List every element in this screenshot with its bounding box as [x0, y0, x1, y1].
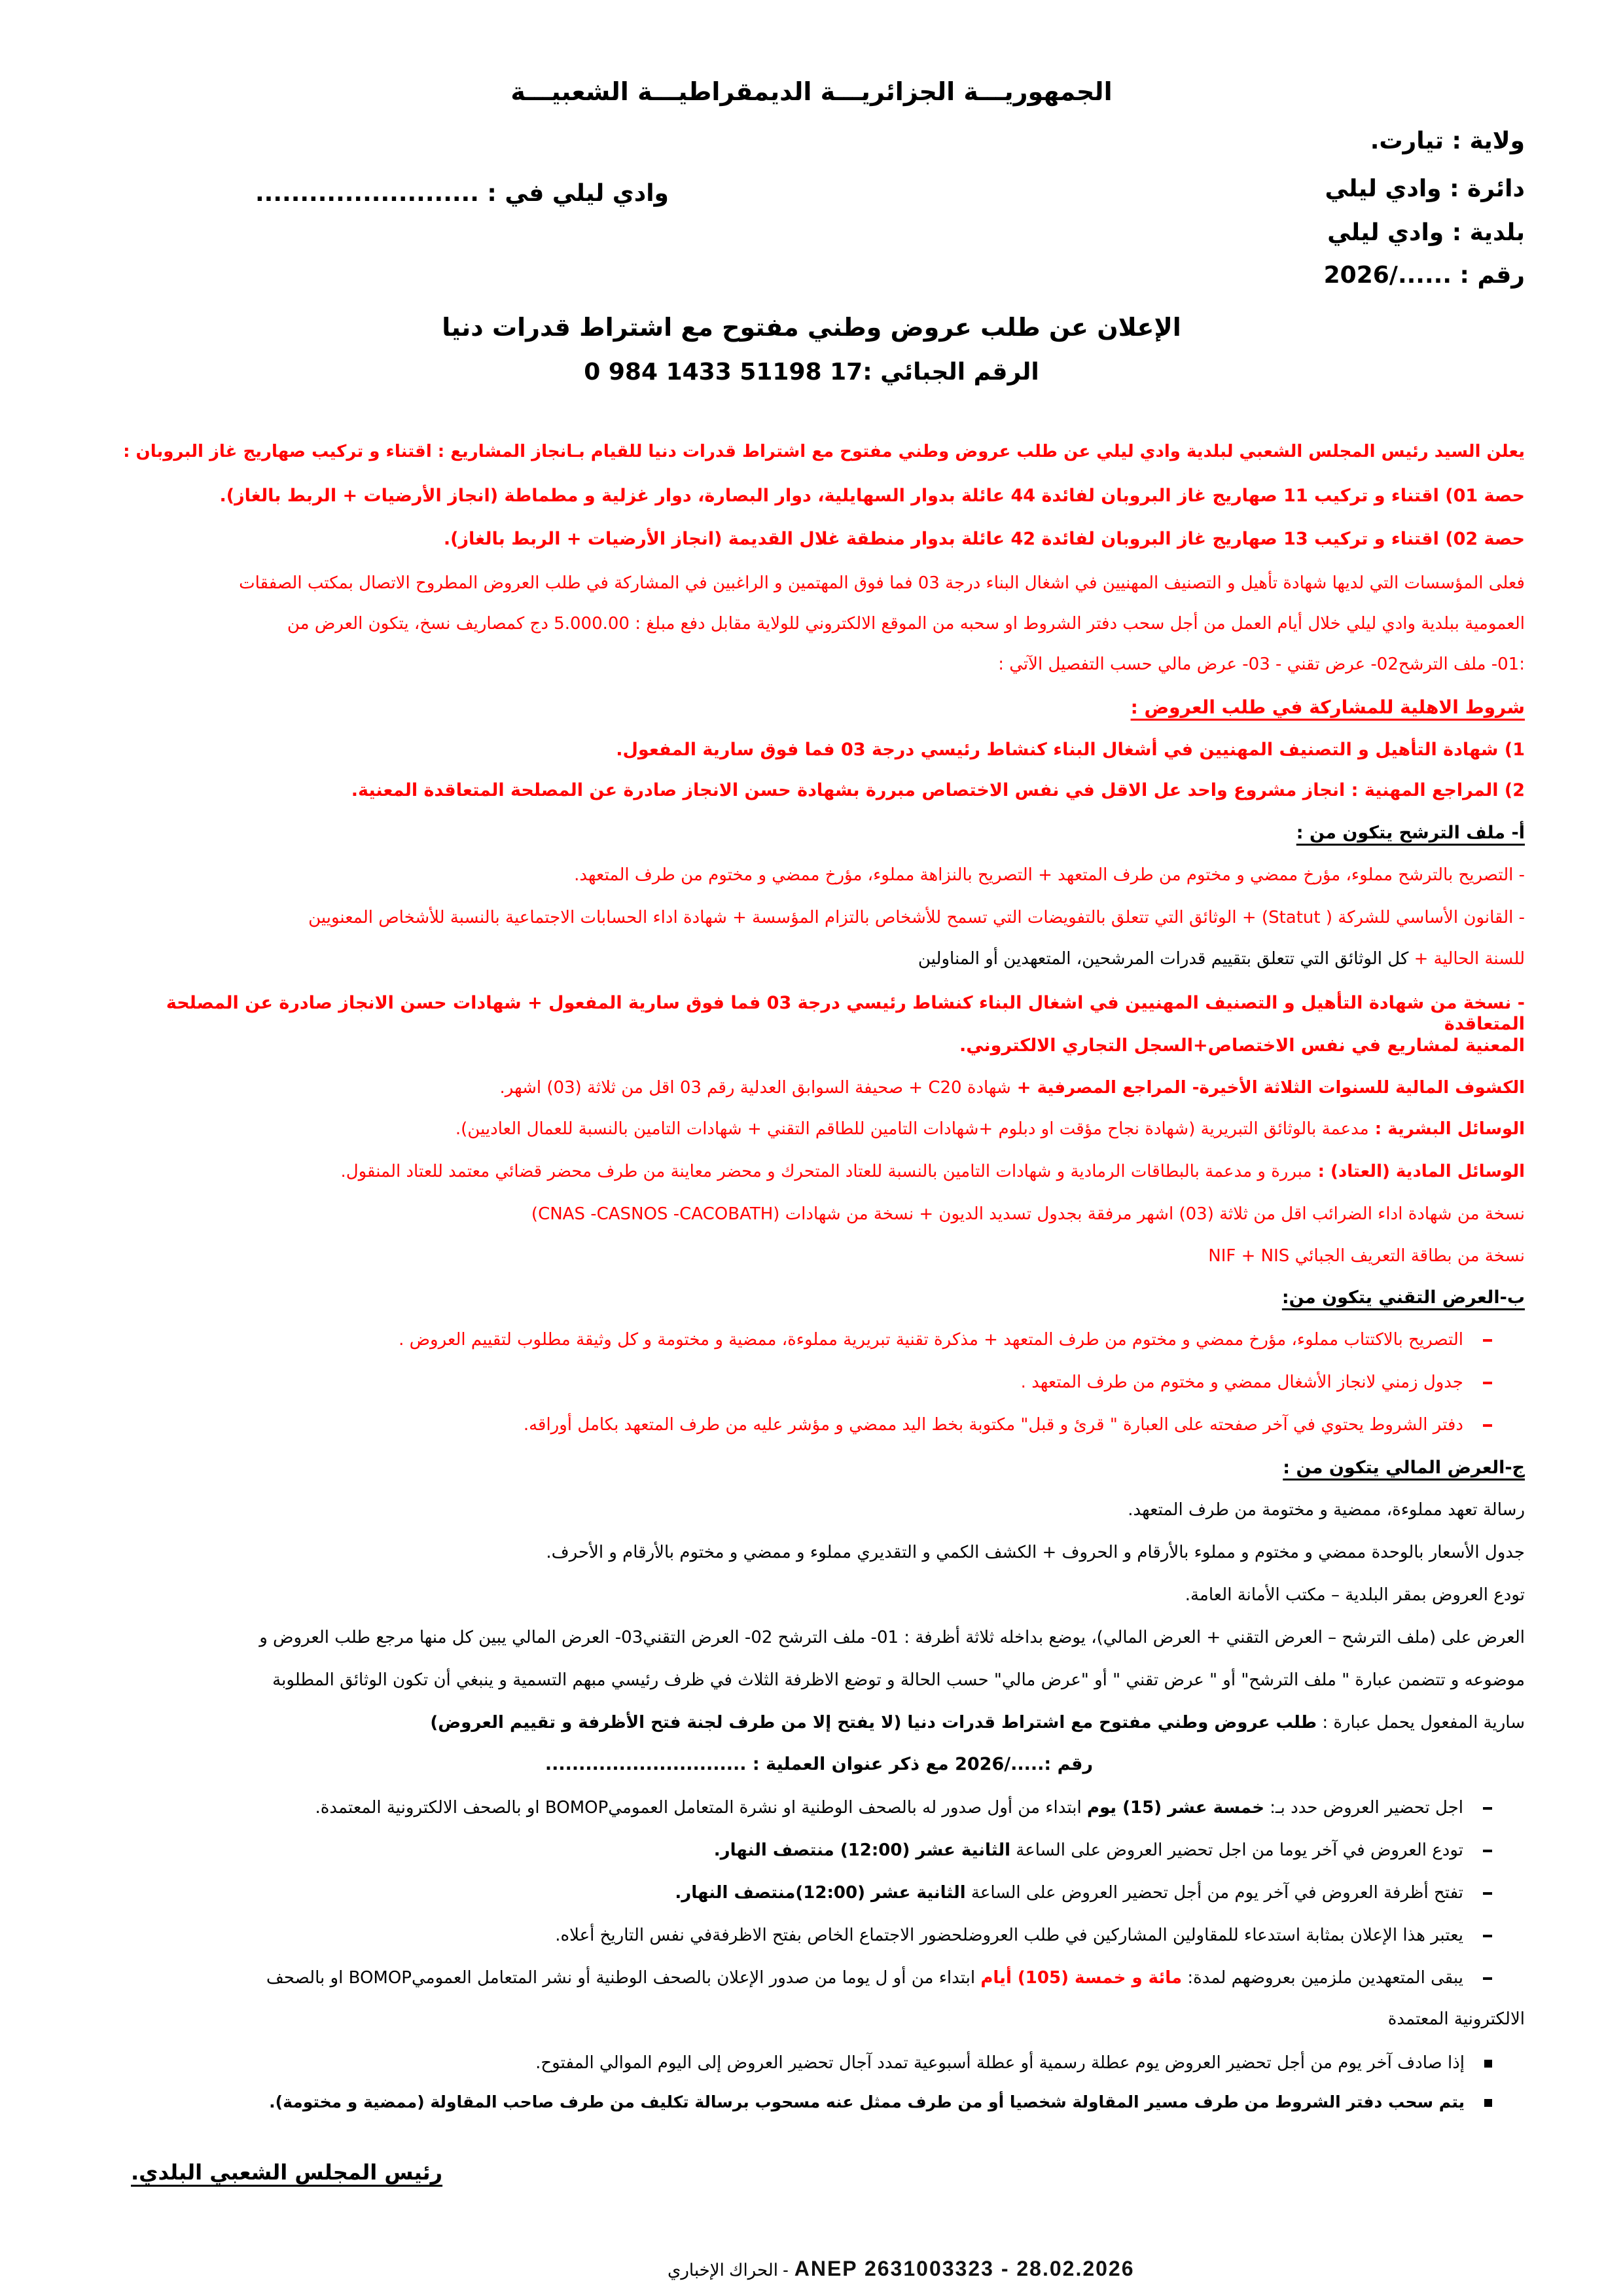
fiscal-id-line: نسخة من بطاقة التعريف الجبائي NIF + NIS — [1208, 1246, 1525, 1266]
candidacy-line-6-bold: الكشوف المالية للسنوات الثلاثة الأخيرة- المراجع المصرفية + — [1010, 1078, 1525, 1098]
dash-bullet-icon — [1483, 1424, 1492, 1427]
equipment-line — [98, 1162, 1525, 1182]
equipment-label: الوسائل المادية (العتاد) : — [1311, 1162, 1525, 1181]
financial-line-2: جدول الأسعار بالوحدة ممضي و مختوم و مملوء بالأرقام و الحروف + الكشف الكمي و التقديري مملوء و ممضي و مختوم بالأرقام و الأحرف. — [546, 1543, 1525, 1562]
deadline-continuation: الالكترونية المعتمدة — [1387, 2009, 1525, 2029]
human-resources-line — [98, 1119, 1525, 1139]
dash-bullet-icon — [1483, 1977, 1492, 1980]
wilaya-label: ولاية : تيارت. — [1370, 128, 1525, 154]
financial-line-3: تودع العروض بمقر البلدية – مكتب الأمانة العامة. — [1185, 1585, 1525, 1605]
dash-bullet-icon — [1483, 1892, 1492, 1895]
technical-item — [98, 1415, 1492, 1435]
human-resources-text: مدعمة بالوثائق التبريرية (شهادة نجاح مؤقت او دبلوم +شهادات التامين للطاقم التقني + شهادات التامين بالنسبة للعمال العاديين). — [455, 1119, 1369, 1139]
technical-heading: ب-العرض التقني يتكون من: — [1281, 1287, 1525, 1308]
financial-reference: رقم :...../2026 مع ذكر عنوان العملية : .............................. — [544, 1754, 1093, 1774]
deadline-emphasis: الثانية عشر (12:00)منتصف النهار. — [675, 1883, 966, 1903]
equipment-text: مبررة و مدعمة بالبطاقات الرمادية و شهادات التامين بالنسبة للعتاد المتحرك و محضر معاينة من طرف محضر قضائي معتمد للعتاد المنقول. — [340, 1162, 1312, 1181]
dash-bullet-icon — [1483, 1807, 1492, 1810]
dash-bullet-icon — [1483, 1382, 1492, 1384]
dash-bullet-icon — [1483, 1339, 1492, 1342]
candidacy-line-3-black: كل الوثائق التي تتعلق بتقييم قدرات المرشحين، المتعهدين أو المناولين — [918, 949, 1409, 969]
announcement-title: الإعلان عن طلب عروض وطني مفتوح مع اشتراط قدرات دنيا — [442, 313, 1181, 342]
deadline-text: تفتح أظرفة العروض في آخر يوم من أجل تحضير العروض على الساعة — [965, 1883, 1463, 1903]
intro-paragraph-3: :01- ملف الترشح02- عرض تقني - 03- عرض مالي حسب التفصيل الآتي : — [998, 655, 1525, 674]
candidacy-line-6-rest: شهادة C20 + صحيفة السوابق العدلية رقم 03 اقل من ثلاثة (03) اشهر. — [499, 1078, 1011, 1098]
deadline-text: تودع العروض في آخر يوما من اجل تحضير العروض على الساعة — [1010, 1840, 1463, 1860]
square-bullet-icon — [1484, 2060, 1492, 2068]
deadline-item — [98, 2053, 1492, 2073]
lot-02: حصة 02) اقتناء و تركيب 13 صهاريج غاز البروبان لفائدة 42 عائلة بدوار منطقة غلال القديمة (انجاز الأرضيات + الربط بالغاز). — [443, 529, 1525, 549]
deadline-text: إذا صادف آخر يوم من أجل تحضير العروض يوم عطلة رسمية أو عطلة أسبوعية تمدد آجال تحضير العروض إلى اليوم الموالي المفتوح. — [535, 2053, 1465, 2073]
signature-title: رئيس المجلس الشعبي البلدي. — [131, 2160, 443, 2185]
reference-number: رقم : ....../2026 — [1323, 262, 1525, 289]
technical-item-text: دفتر الشروط يحتوي في آخر صفحته على العبارة " قرئ و قبل" مكتوبة بخط اليد ممضي و مؤشر عليه من طرف المتعهد بكامل أوراقه. — [523, 1415, 1463, 1435]
intro-paragraph-1: فعلى المؤسسات التي لديها شهادة تأهيل و التصنيف المهنيين في اشغال البناء درجة 03 فما فوق المهتمين و الراغبين في المشاركة في طلب العروض المطروح الاتصال بمكتب الصفقات — [239, 573, 1525, 593]
candidacy-line-2: - القانون الأساسي للشركة ( Statut) + الوثائق التي تتعلق بالتفويضات التي تسمح للأشخاص بالتزام المؤسسة + شهادة اداء الحسابات الاجتماعية بالنسبة للأشخاص المعنويين — [308, 908, 1525, 927]
eligibility-item-1: 1) شهادة التأهيل و التصنيف المهنيين في أشغال البناء كنشاط رئيسي درجة 03 فما فوق سارية المفعول. — [616, 740, 1525, 760]
validity-period: مائة و خمسة (105) أيام — [980, 1968, 1183, 1988]
financial-line-1: رسالة تعهد مملوءة، ممضية و مختومة من طرف المتعهد. — [1128, 1500, 1525, 1520]
deadline-text: يتم سحب دفتر الشروط من طرف مسير المقاولة شخصيا أو من طرف ممثل عنه مسحوب برسالة تكليف من طرف صاحب المقاولة (ممضية و مختومة). — [269, 2092, 1465, 2111]
deadline-item — [98, 1926, 1492, 1946]
financial-line-6-normal: سارية المفعول يحمل عبارة : — [1317, 1713, 1525, 1732]
deadline-item — [98, 1798, 1492, 1818]
lot-01: حصة 01) اقتناء و تركيب 11 صهاريج غاز البروبان لفائدة 44 عائلة بدوار السهايلية، دوار البصارة، دوار غزلية و مطماطة (انجاز الأرضيات + الربط بالغاز). — [219, 486, 1525, 506]
publication-footer — [668, 2257, 1135, 2281]
republic-title: الجمهوريـــة الجزائريـــة الديمقراطيـــة الشعبيـــة — [510, 77, 1113, 106]
deadline-text: يبقى المتعهدين ملزمين بعروضهم لمدة: — [1182, 1968, 1463, 1988]
candidacy-line-5: المعنية لمشاريع في نفس الاختصاص+السجل التجاري الالكتروني. — [959, 1035, 1525, 1056]
daira-label: دائرة : وادي ليلي — [1325, 175, 1525, 202]
technical-item-text: جدول زمني لانجاز الأشغال ممضي و مختوم من طرف المتعهد . — [1020, 1372, 1463, 1392]
financial-line-6-bold: طلب عروض وطني مفتوح مع اشتراط قدرات دنيا (لا يفتح إلا من طرف لجنة فتح الأظرفة و تقييم العروض) — [430, 1713, 1317, 1732]
financial-line-4: العرض على (ملف الترشح – العرض التقني + العرض المالي)، يوضع بداخله ثلاثة أظرفة : 01- ملف الترشح 02- العرض التقني03- العرض المالي يبين كل منها مرجع طلب العروض و — [259, 1628, 1525, 1647]
square-bullet-icon — [1484, 2099, 1492, 2107]
eligibility-item-2: 2) المراجع المهنية : انجاز مشروع واحد عل الاقل في نفس الاختصاص مبررة بشهادة حسن الانجاز صادرة عن المصلحة المتعاقدة المعنية. — [351, 780, 1525, 800]
financial-heading: ج-العرض المالي يتكون من : — [1283, 1458, 1525, 1478]
candidacy-line-3-red: للسنة الحالية + — [1408, 949, 1525, 969]
footer-anep-reference: ANEP 2631003323 - 28.02.2026 — [794, 2257, 1135, 2280]
baladia-label: بلدية : وادي ليلي — [1327, 219, 1525, 246]
deadline-item — [98, 1883, 1492, 1903]
candidacy-line-6 — [98, 1078, 1525, 1098]
financial-line-5: موضوعه و تتضمن عبارة " ملف الترشح" أو " عرض تقني " أو "عرض مالي" حسب الحالة و توضع الاظرفة الثلاث في ظرف رئيسي مبهم التسمية و ينبغي أن تكون الوثائق المطلوبة — [272, 1670, 1525, 1690]
human-resources-label: الوسائل البشرية : — [1368, 1119, 1525, 1139]
candidacy-line-3 — [98, 949, 1525, 969]
technical-item — [98, 1372, 1492, 1393]
tax-certificate-line: نسخة من شهادة اداء الضرائب اقل من ثلاثة (03) اشهر مرفقة بجدول تسديد الديون + نسخة من شهادات (CNAS -CASNOS -CACOBATH) — [531, 1204, 1525, 1224]
eligibility-heading: شروط الاهلية للمشاركة في طلب العروض : — [1130, 696, 1525, 718]
tax-number: الرقم الجبائي :17 51198 1433 984 0 — [584, 359, 1039, 386]
intro-paragraph-2: العمومية ببلدية وادي ليلي خلال أيام العمل من أجل سحب دفتر الشروط او سحبه من الموقع الالكتروني للولاية مقابل دفع مبلغ : 5.000.00 دج كمصاريف نسخ، يتكون العرض من — [287, 614, 1525, 634]
intro-line: يعلن السيد رئيس المجلس الشعبي لبلدية وادي ليلي عن طلب عروض وطني مفتوح مع اشتراط قدرات دنيا للقيام بـانجاز المشاريع : اقتناء و تركيب صهاريج غاز البروبان : — [123, 442, 1525, 461]
candidacy-line-4: - نسخة من شهادة التأهيل و التصنيف المهنيين في اشغال البناء كنشاط رئيسي درجة 03 فما فوق سارية المفعول + شهادات حسن الانجاز صادرة عن المصلحة المتعاقدة — [166, 993, 1525, 1035]
deadline-item — [98, 2092, 1492, 2112]
deadline-text: ابتداء من أول صدور له بالصحف الوطنية او نشرة المتعامل العموميBOMOP او بالصحف الالكترونية المعتمدة. — [315, 1798, 1087, 1818]
deadline-text: ابتداء من أو ل يوما من صدور الإعلان بالصحف الوطنية أو نشر المتعامل العموميBOMOP او بالصحف — [266, 1968, 981, 1988]
dash-bullet-icon — [1483, 1935, 1492, 1937]
technical-item — [98, 1330, 1492, 1350]
dash-bullet-icon — [1483, 1850, 1492, 1852]
deadline-emphasis: الثانية عشر (12:00) منتصف النهار. — [713, 1840, 1011, 1860]
footer-source: الحراك الإخباري - — [668, 2260, 789, 2280]
deadline-text: اجل تحضير العروض حدد بـ: — [1264, 1798, 1463, 1818]
deadline-item — [98, 1968, 1492, 1988]
candidacy-heading: أ- ملف الترشح يتكون من : — [1296, 823, 1525, 843]
deadline-text: يعتبر هذا الإعلان بمثابة استدعاء للمقاولين المشاركين في طلب العروضلحضور الاجتماع الخاص بفتح الاظرفةفي نفس التاريخ أعلاه. — [555, 1926, 1463, 1945]
place-date: وادي ليلي في : ......................... — [255, 180, 669, 207]
deadline-emphasis: خمسة عشر (15) يوم — [1086, 1798, 1264, 1818]
technical-item-text: التصريح بالاكتتاب مملوء، مؤرخ ممضي و مختوم من طرف المتعهد + مذكرة تقنية تبريرية مملوءة، ممضية و مختومة و كل وثيقة مطلوب لتقييم العروض . — [399, 1330, 1463, 1350]
candidacy-line-1: - التصريح بالترشح مملوء، مؤرخ ممضي و مختوم من طرف المتعهد + التصريح بالنزاهة مملوء، مؤرخ ممضي و مختوم من طرف المتعهد. — [574, 865, 1525, 885]
deadline-item — [98, 1840, 1492, 1861]
financial-line-6 — [98, 1713, 1525, 1733]
